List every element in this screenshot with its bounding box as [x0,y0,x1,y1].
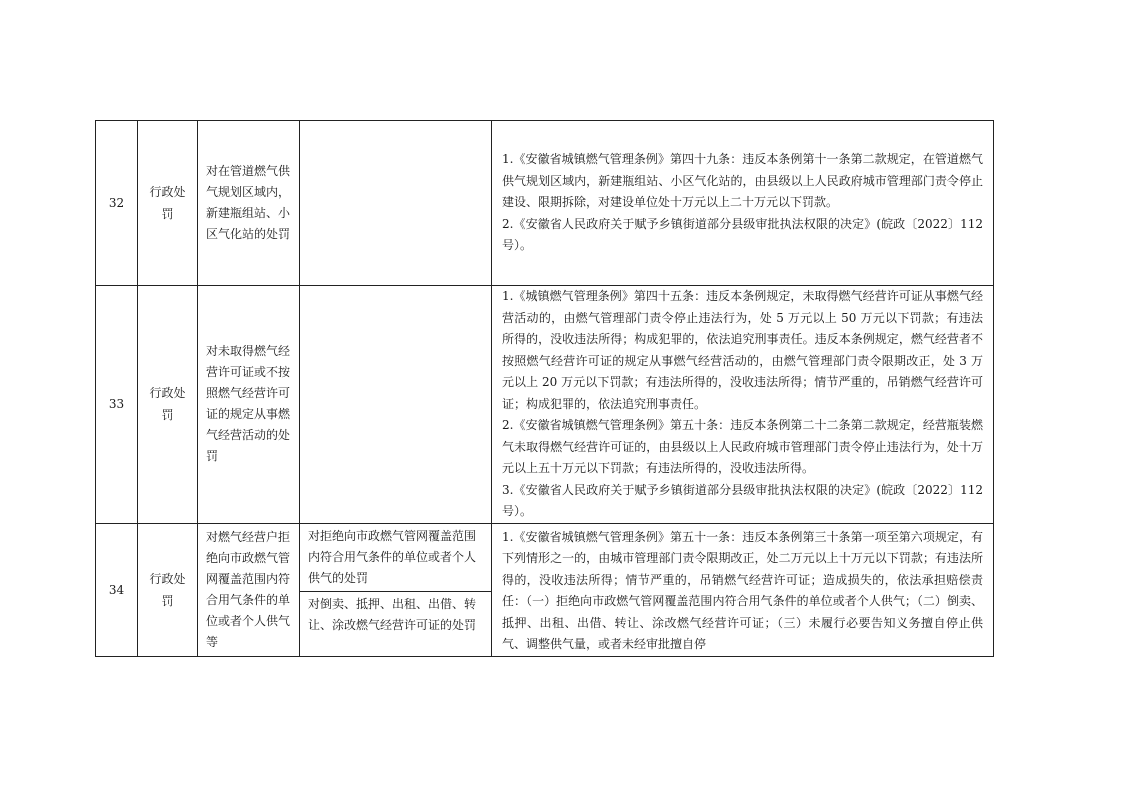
basis-paragraph: 2.《安徽省城镇燃气管理条例》第五十条：违反本条例第二十二条第二款规定，经营瓶装燃气未取得燃气经营许可证的，由县级以上人民政府城市管理部门责令停止违法行为，处十万元以上五十万元以下罚款；有违法所得的，没收违法所得。 [502,418,983,475]
row-legal-basis [492,286,994,524]
row-number: 34 [96,523,138,656]
row-category: 行政处罚 [138,121,198,286]
basis-paragraph: 1.《安徽省城镇燃气管理条例》第四十九条：违反本条例第十一条第二款规定，在管道燃气供气规划区域内，新建瓶组站、小区气化站的，由县级以上人民政府城市管理部门责令停止建设、限期拆除，对建设单位处十万元以上二十万元以下罚款。 [502,152,983,210]
row-sub-item [300,121,492,286]
row-category: 行政处罚 [138,523,198,656]
table-row [96,523,994,592]
table-row [96,121,994,286]
basis-paragraph: 2.《安徽省人民政府关于赋予乡镇街道部分县级审批执法权限的决定》(皖政〔2022〕112 号）。 [502,216,983,253]
row-category: 行政处罚 [138,286,198,524]
row-sub-item: 对拒绝向市政燃气管网覆盖范围内符合用气条件的单位或者个人供气的处罚 [300,523,492,592]
row-item: 对未取得燃气经营许可证或不按照燃气经营许可证的规定从事燃气经营活动的处罚 [198,286,300,524]
row-sub-item [300,286,492,524]
row-number: 33 [96,286,138,524]
row-item: 对在管道燃气供气规划区域内，新建瓶组站、小区气化站的处罚 [198,121,300,286]
basis-paragraph: 3.《安徽省人民政府关于赋予乡镇街道部分县级审批执法权限的决定》(皖政〔2022〕112 号）。 [502,482,983,518]
row-legal-basis [492,121,994,286]
table-row [96,286,994,524]
enforcement-table [95,120,994,657]
row-item: 对燃气经营户拒绝向市政燃气管网覆盖范围内符合用气条件的单位或者个人供气等 [198,523,300,656]
row-number: 32 [96,121,138,286]
basis-paragraph: 1.《城镇燃气管理条例》第四十五条：违反本条例规定，未取得燃气经营许可证从事燃气经营活动的，由燃气管理部门责令停止违法行为，处 5 万元以上 50 万元以下罚款；有违法所得的，没收违法所得；构成犯罪的，依法追究刑事责任。违反本条例规定，燃气经营者不按照燃气经营许可证的规定从事燃气经营活动的，由燃气管理部门责令限期改正，处 3 万元以上 20 万元以下罚款；有违法所得的，没收违法所得；情节严重的，吊销燃气经营许可证；构成犯罪的，依法追究刑事责任。 [502,289,983,411]
row-legal-basis [492,523,994,656]
row-sub-item: 对倒卖、抵押、出租、出借、转让、涂改燃气经营许可证的处罚 [300,592,492,656]
basis-paragraph: 1.《安徽省城镇燃气管理条例》第五十一条：违反本条例第三十条第一项至第六项规定，有下列情形之一的，由城市管理部门责令限期改正，处二万元以上十万元以下罚款；有违法所得的，没收违法所得；情节严重的，吊销燃气经营许可证；造成损失的，依法承担赔偿责任：（一）拒绝向市政燃气管网覆盖范围内符合用气条件的单位或者个人供气；（二）倒卖、抵押、出租、出借、转让、涂改燃气经营许可证；（三）未履行必要告知义务擅自停止供气、调整供气量，或者未经审批擅自停 [502,529,983,651]
